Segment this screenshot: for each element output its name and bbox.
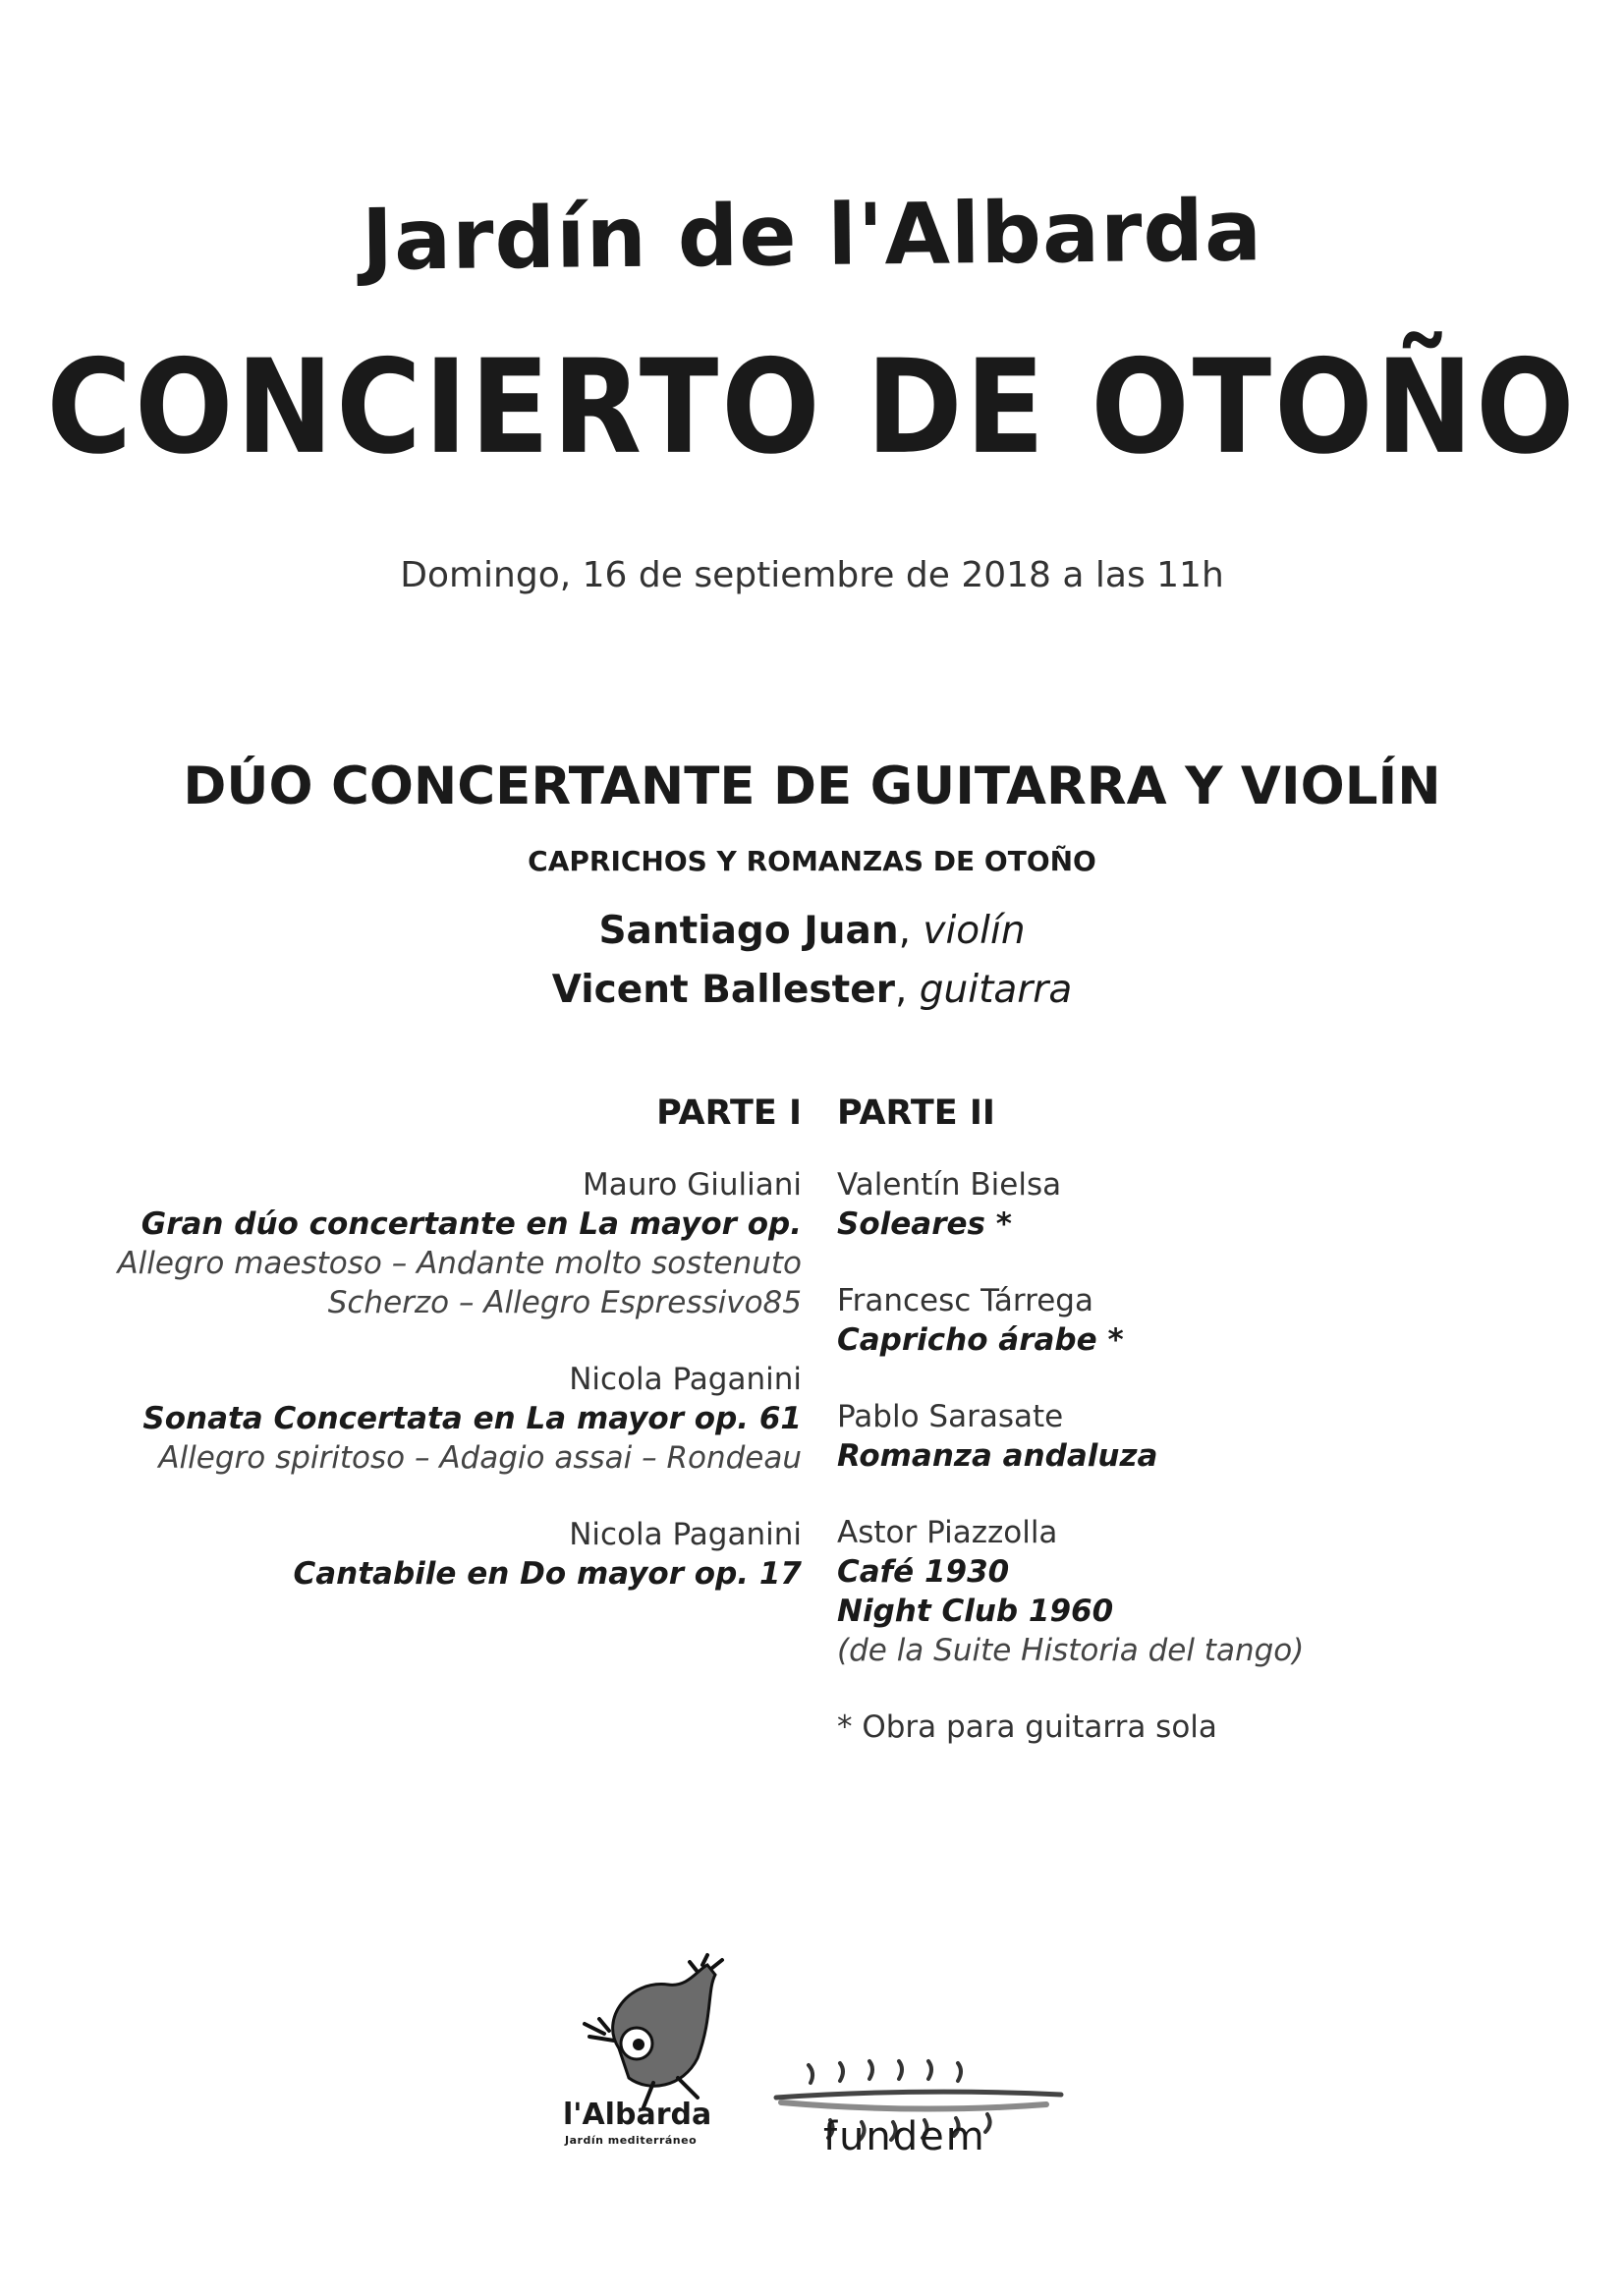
ensemble-subtitle: CAPRICHOS Y ROMANZAS DE OTOÑO: [528, 845, 1096, 877]
program-part-1: [114, 1092, 802, 1594]
venue-title: Jardín de l'Albarda: [361, 182, 1263, 290]
work-title: Capricho árabe *: [837, 1322, 1124, 1358]
work-note: (de la Suite Historia del tango): [837, 1633, 1305, 1668]
work-title: Sonata Concertata en La mayor op. 61: [142, 1401, 802, 1436]
performer-2: Vicent Ballester, guitarra: [551, 968, 1073, 1012]
performer-instrument: violín: [923, 909, 1026, 953]
composer: Mauro Giuliani: [582, 1167, 802, 1203]
work-title: Café 1930: [837, 1554, 1010, 1590]
composer: Francesc Tárrega: [837, 1283, 1093, 1318]
event-title: CONCIERTO DE OTOÑO: [46, 330, 1578, 483]
performer-name: Santiago Juan: [598, 909, 899, 953]
albarda-brand: l'Albarda: [563, 2098, 712, 2132]
composer: Nicola Paganini: [569, 1517, 802, 1552]
work-title: Cantabile en Do mayor op. 17: [293, 1556, 802, 1592]
performer-name: Vicent Ballester: [551, 968, 895, 1012]
footnote: * Obra para guitarra sola: [837, 1709, 1217, 1745]
event-date: Domingo, 16 de septiembre de 2018 a las 11h: [400, 555, 1224, 595]
work-title: Soleares *: [837, 1206, 1012, 1242]
part-2-heading: PARTE II: [837, 1093, 995, 1133]
performer-instrument: guitarra: [919, 968, 1073, 1012]
movements: Allegro maestoso – Andante molto sostenuto: [117, 1246, 802, 1281]
composer: Nicola Paganini: [569, 1362, 802, 1397]
part-1-heading: PARTE I: [656, 1093, 802, 1133]
albarda-tagline: Jardín mediterráneo: [565, 2134, 698, 2147]
work-title: Night Club 1960: [837, 1594, 1114, 1629]
movements: Scherzo – Allegro Espressivo85: [327, 1285, 802, 1320]
performer-1: Santiago Juan, violín: [598, 909, 1026, 953]
fundem-brand: fundem: [823, 2114, 986, 2159]
work-title: Gran dúo concertante en La mayor op.: [140, 1206, 802, 1242]
ensemble-title: DÚO CONCERTANTE DE GUITARRA Y VIOLÍN: [183, 756, 1441, 816]
composer: Pablo Sarasate: [837, 1399, 1064, 1434]
composer: Valentín Bielsa: [837, 1167, 1062, 1203]
work-title: Romanza andaluza: [837, 1438, 1158, 1474]
program-part-2: [837, 1092, 1525, 1747]
composer: Astor Piazzolla: [837, 1515, 1058, 1550]
movements: Allegro spiritoso – Adagio assai – Rondeau: [158, 1440, 802, 1476]
